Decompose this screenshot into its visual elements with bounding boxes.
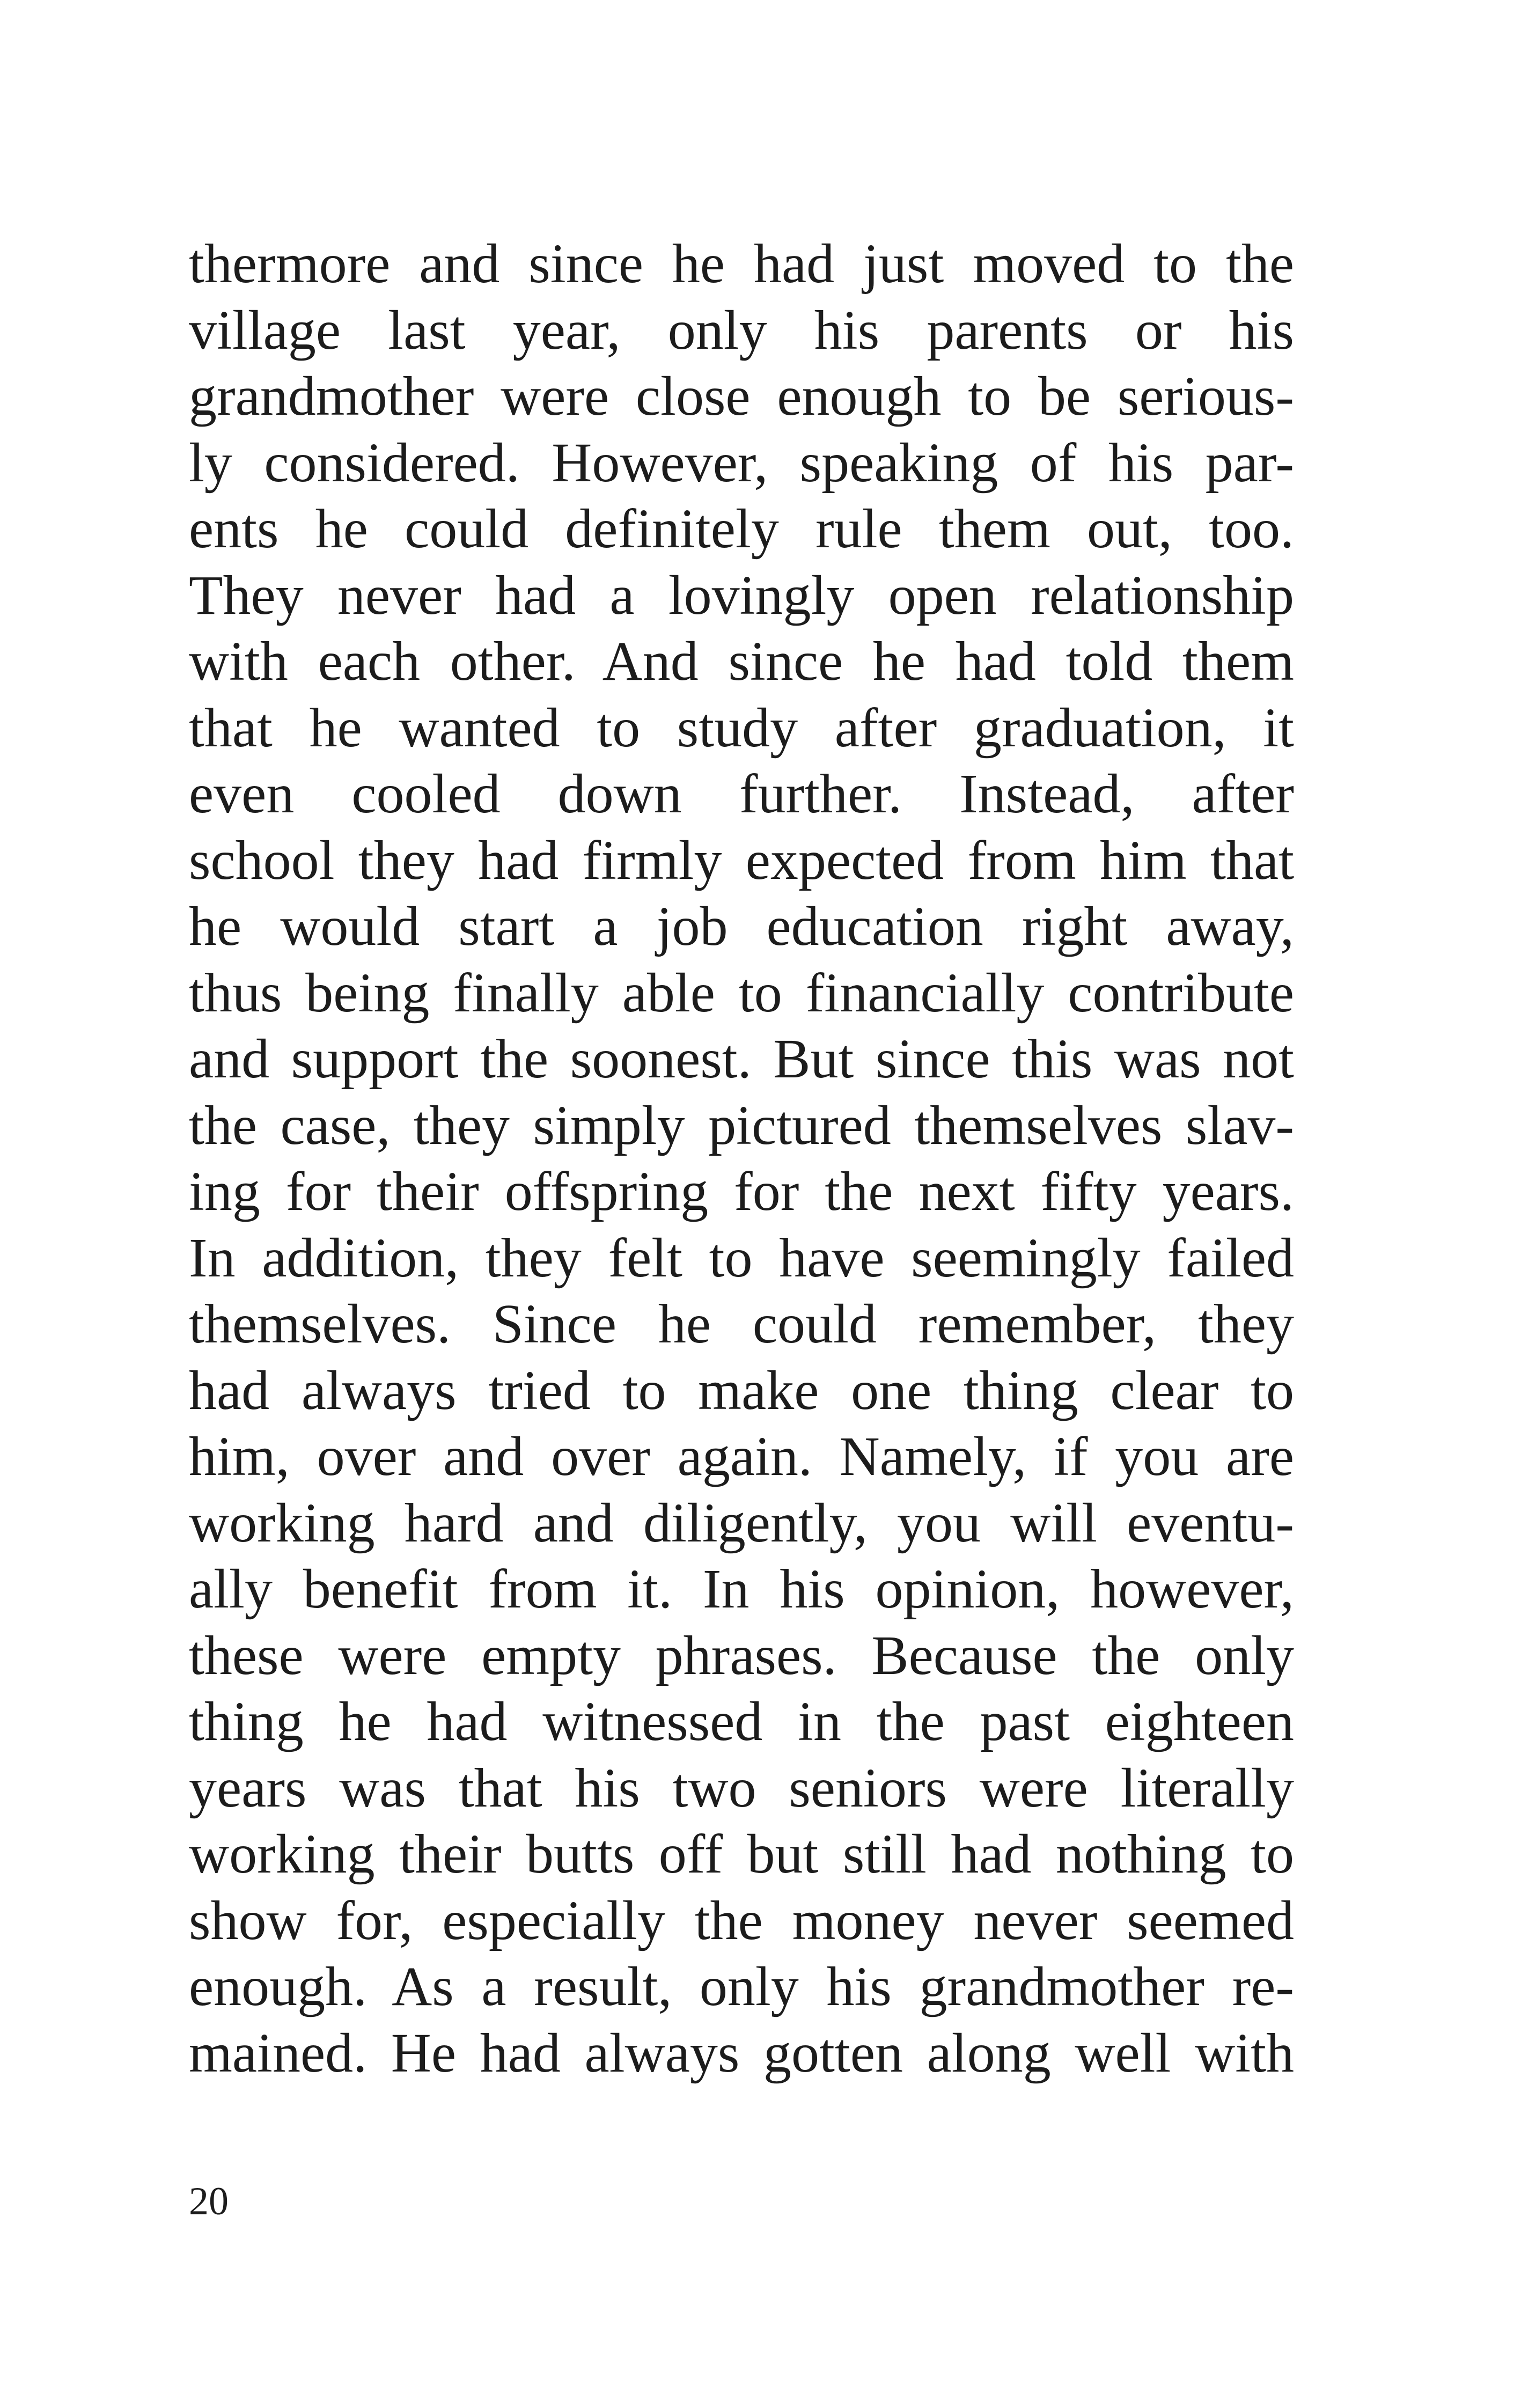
text-line: ing for their offspring for the next fifty years. — [189, 1161, 1294, 1222]
text-line: him, over and over again. Namely, if you are — [189, 1426, 1294, 1487]
text-line: show for, especially the money never seemed — [189, 1889, 1294, 1951]
text-line: themselves. Since he could remember, they — [189, 1293, 1294, 1355]
text-line: he would start a job education right away, — [189, 895, 1294, 957]
text-line: mained. He had always gotten along well with — [189, 2022, 1294, 2084]
text-line: that he wanted to study after graduation, it — [189, 696, 1294, 759]
text-line: ly considered. However, speaking of his par- — [189, 431, 1294, 494]
body-text — [189, 231, 1294, 2086]
page-number: 20 — [189, 2179, 229, 2223]
text-line: grandmother were close enough to be serious- — [189, 365, 1294, 427]
text-line: thing he had witnessed in the past eighteen — [189, 1691, 1294, 1752]
text-line: working their butts off but still had nothing to — [189, 1823, 1294, 1885]
text-line: and support the soonest. But since this was not — [189, 1028, 1294, 1090]
text-line: even cooled down further. Instead, after — [189, 763, 1294, 825]
text-line: years was that his two seniors were literally — [189, 1757, 1294, 1819]
text-line: ents he could definitely rule them out, too. — [189, 498, 1294, 560]
text-line: these were empty phrases. Because the only — [189, 1624, 1294, 1686]
text-line: thus being finally able to financially contribute — [189, 961, 1294, 1024]
text-line: ally benefit from it. In his opinion, however, — [189, 1558, 1294, 1620]
text-line: thermore and since he had just moved to the — [189, 233, 1294, 295]
text-line: village last year, only his parents or his — [189, 299, 1294, 361]
text-line: working hard and diligently, you will eventu- — [189, 1492, 1294, 1554]
text-line: with each other. And since he had told them — [189, 630, 1294, 692]
text-line: enough. As a result, only his grandmother re- — [189, 1956, 1294, 2017]
text-line: the case, they simply pictured themselves slav- — [189, 1094, 1294, 1156]
text-line: had always tried to make one thing clear to — [189, 1359, 1294, 1421]
text-line: In addition, they felt to have seemingly failed — [189, 1227, 1294, 1289]
text-line: school they had firmly expected from him that — [189, 829, 1294, 891]
text-line: They never had a lovingly open relationship — [189, 564, 1294, 626]
